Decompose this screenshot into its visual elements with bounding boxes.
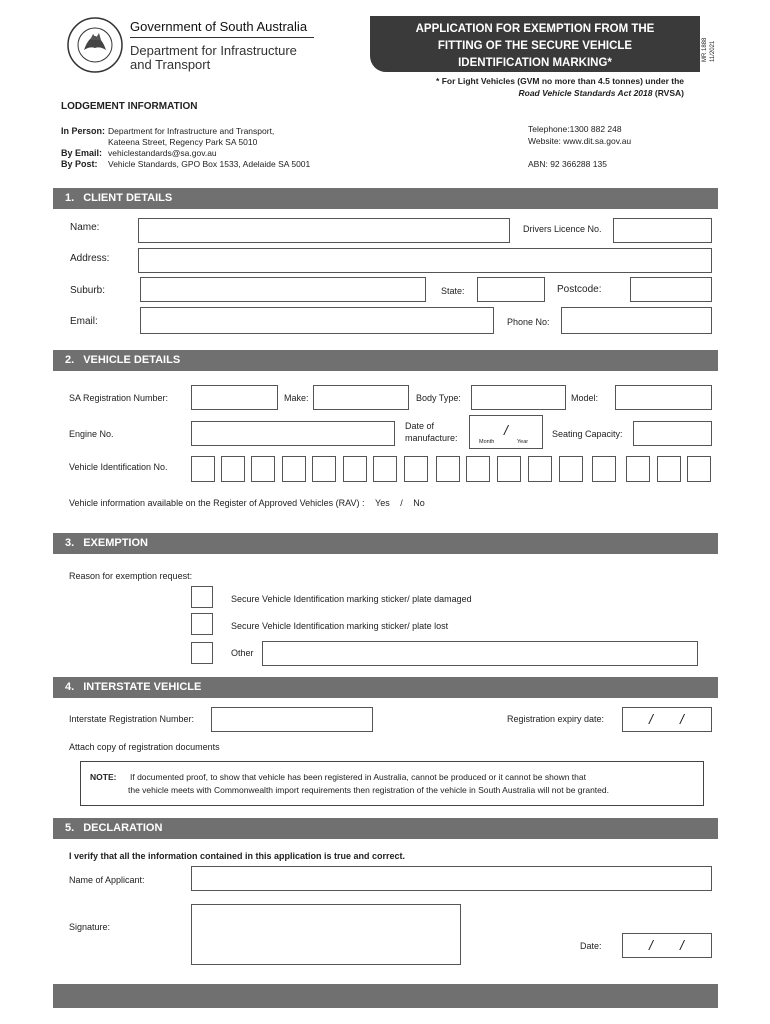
form-title-line-1: APPLICATION FOR EXEMPTION FROM THE [415, 23, 655, 35]
expiry-date-label: Registration expiry date: [507, 714, 605, 724]
in-person-line-1: Department for Infrastructure and Transport, [108, 126, 275, 136]
date-of-manufacture-label-2: manufacture: [405, 433, 458, 443]
by-post-label: By Post: [61, 159, 98, 169]
scope-note-line-2: Road Vehicle Standards Act 2018 (RVSA) [518, 88, 684, 98]
drivers-licence-field[interactable] [613, 218, 712, 243]
drivers-licence-label: Drivers Licence No. [523, 224, 602, 234]
suburb-label: Suburb: [70, 285, 106, 296]
telephone-number: Telephone:1300 882 248 [528, 124, 622, 134]
verify-statement: I verify that all the information contained in this application is true and correct. [69, 851, 406, 861]
footer-bar [53, 984, 718, 1008]
phone-label: Phone No: [507, 317, 550, 327]
date-separator: / [504, 422, 508, 438]
section-client-details-header [53, 188, 718, 209]
rav-no-option[interactable]: No [413, 498, 425, 508]
year-hint: Year [517, 439, 529, 445]
vin-box[interactable] [404, 456, 428, 482]
department-line-1: Department for Infrastructure [130, 43, 297, 58]
vin-box[interactable] [191, 456, 215, 482]
section-declaration-header [53, 818, 718, 839]
vehicle-scope-note [380, 75, 684, 99]
vin-box[interactable] [592, 456, 616, 482]
damaged-option-label: Secure Vehicle Identification marking sticker/ plate damaged [231, 594, 472, 604]
sa-seal-icon [66, 16, 124, 74]
lodgement-heading: LODGEMENT INFORMATION [61, 101, 198, 112]
section-exemption-header [53, 533, 718, 554]
section-title: DECLARATION [83, 822, 163, 834]
seating-capacity-field[interactable] [633, 421, 712, 446]
phone-field[interactable] [561, 307, 712, 334]
date-separator: / [680, 711, 684, 727]
make-label: Make: [284, 393, 309, 403]
engine-number-field[interactable] [191, 421, 395, 446]
signature-field[interactable] [191, 904, 461, 965]
declaration-date-label: Date: [580, 941, 602, 951]
email-label: Email: [70, 316, 98, 327]
form-code: MR 1888 [702, 37, 708, 62]
form-title-line-2: FITTING OF THE SECURE VEHICLE [437, 40, 633, 52]
other-reason-field[interactable] [262, 641, 698, 666]
rav-yes-option[interactable]: Yes [375, 498, 390, 508]
sa-registration-label: SA Registration Number: [69, 393, 169, 403]
date-separator: / [680, 937, 684, 953]
vin-box[interactable] [312, 456, 336, 482]
section-number: 2. [65, 354, 75, 366]
address-label: Address: [70, 253, 110, 264]
postcode-field[interactable] [630, 277, 712, 302]
damaged-checkbox[interactable] [191, 586, 213, 608]
suburb-field[interactable] [140, 277, 426, 302]
lost-checkbox[interactable] [191, 613, 213, 635]
name-field[interactable] [138, 218, 510, 243]
other-option-label: Other [231, 648, 254, 658]
rav-separator: / [400, 498, 403, 508]
vin-box[interactable] [466, 456, 490, 482]
sa-registration-field[interactable] [191, 385, 278, 410]
vin-label: Vehicle Identification No. [69, 462, 168, 472]
vin-box[interactable] [497, 456, 521, 482]
vin-box[interactable] [528, 456, 552, 482]
section-title: VEHICLE DETAILS [83, 354, 181, 366]
section-number: 1. [65, 192, 75, 204]
vin-box[interactable] [251, 456, 275, 482]
address-field[interactable] [138, 248, 712, 273]
body-type-field[interactable] [471, 385, 566, 410]
note-line-2: the vehicle meets with Commonwealth import requirements then registration of the vehicle in South Australia will not be granted. [128, 785, 609, 795]
applicant-name-field[interactable] [191, 866, 712, 891]
other-checkbox[interactable] [191, 642, 213, 664]
interstate-registration-label: Interstate Registration Number: [69, 714, 195, 724]
section-interstate-header [53, 677, 718, 698]
vin-box[interactable] [436, 456, 460, 482]
section-vehicle-details-header [53, 350, 718, 371]
section-title: INTERSTATE VEHICLE [83, 681, 202, 693]
lost-option-label: Secure Vehicle Identification marking sticker/ plate lost [231, 621, 449, 631]
vin-box[interactable] [657, 456, 681, 482]
form-revision-date: 11/2021 [710, 40, 716, 62]
in-person-label: In Person: [61, 126, 106, 136]
date-of-manufacture-label-1: Date of [405, 421, 435, 431]
email-field[interactable] [140, 307, 494, 334]
interstate-registration-field[interactable] [211, 707, 373, 732]
vin-box[interactable] [282, 456, 306, 482]
make-field[interactable] [313, 385, 409, 410]
vin-box[interactable] [373, 456, 397, 482]
rav-question [69, 498, 425, 508]
department-line-2: and Transport [130, 57, 211, 72]
logo-divider [130, 37, 314, 38]
vin-box[interactable] [221, 456, 245, 482]
interstate-note-box [80, 761, 704, 806]
vin-box[interactable] [626, 456, 650, 482]
government-name: Government of South Australia [130, 19, 308, 34]
engine-number-label: Engine No. [69, 429, 114, 439]
scope-note-line-1: * For Light Vehicles (GVM no more than 4.5 tonnes) under the [436, 76, 684, 86]
state-label: State: [441, 286, 465, 296]
note-line-1: If documented proof, to show that vehicle has been registered in Australia, cannot be produced or it cannot be shown that [130, 772, 586, 782]
in-person-line-2: Kateena Street, Regency Park SA 5010 [108, 137, 258, 147]
date-separator: / [649, 711, 653, 727]
by-email-value: vehiclestandards@sa.gov.au [108, 148, 217, 158]
applicant-name-label: Name of Applicant: [69, 875, 145, 885]
section-title: CLIENT DETAILS [83, 192, 173, 204]
body-type-label: Body Type: [416, 393, 461, 403]
section-number: 4. [65, 681, 75, 693]
form-title-banner [370, 16, 700, 72]
date-separator: / [649, 937, 653, 953]
rav-label: Vehicle information available on the Register of Approved Vehicles (RAV) : [69, 498, 365, 508]
month-hint: Month [479, 439, 495, 445]
vin-box[interactable] [687, 456, 711, 482]
signature-label: Signature: [69, 922, 111, 932]
expiry-date-field[interactable] [622, 707, 712, 732]
model-field[interactable] [615, 385, 712, 410]
website-address: Website: www.dit.sa.gov.au [528, 136, 632, 146]
section-number: 5. [65, 822, 75, 834]
vin-box[interactable] [559, 456, 583, 482]
name-label: Name: [70, 222, 100, 233]
vin-box[interactable] [343, 456, 367, 482]
note-label: NOTE: [90, 772, 117, 782]
by-post-value: Vehicle Standards, GPO Box 1533, Adelaide SA 5001 [108, 159, 311, 169]
abn-number: ABN: 92 366288 135 [528, 159, 607, 169]
state-field[interactable] [477, 277, 545, 302]
by-email-label: By Email: [61, 148, 103, 158]
seating-capacity-label: Seating Capacity: [552, 429, 623, 439]
model-label: Model: [571, 393, 599, 403]
reason-label: Reason for exemption request: [69, 571, 193, 581]
postcode-label: Postcode: [557, 284, 602, 295]
form-title-line-3: IDENTIFICATION MARKING* [458, 57, 612, 69]
date-of-manufacture-field[interactable] [469, 415, 543, 449]
section-number: 3. [65, 537, 75, 549]
declaration-date-field[interactable] [622, 933, 712, 958]
section-title: EXEMPTION [83, 537, 148, 549]
attach-documents-note: Attach copy of registration documents [69, 742, 220, 752]
